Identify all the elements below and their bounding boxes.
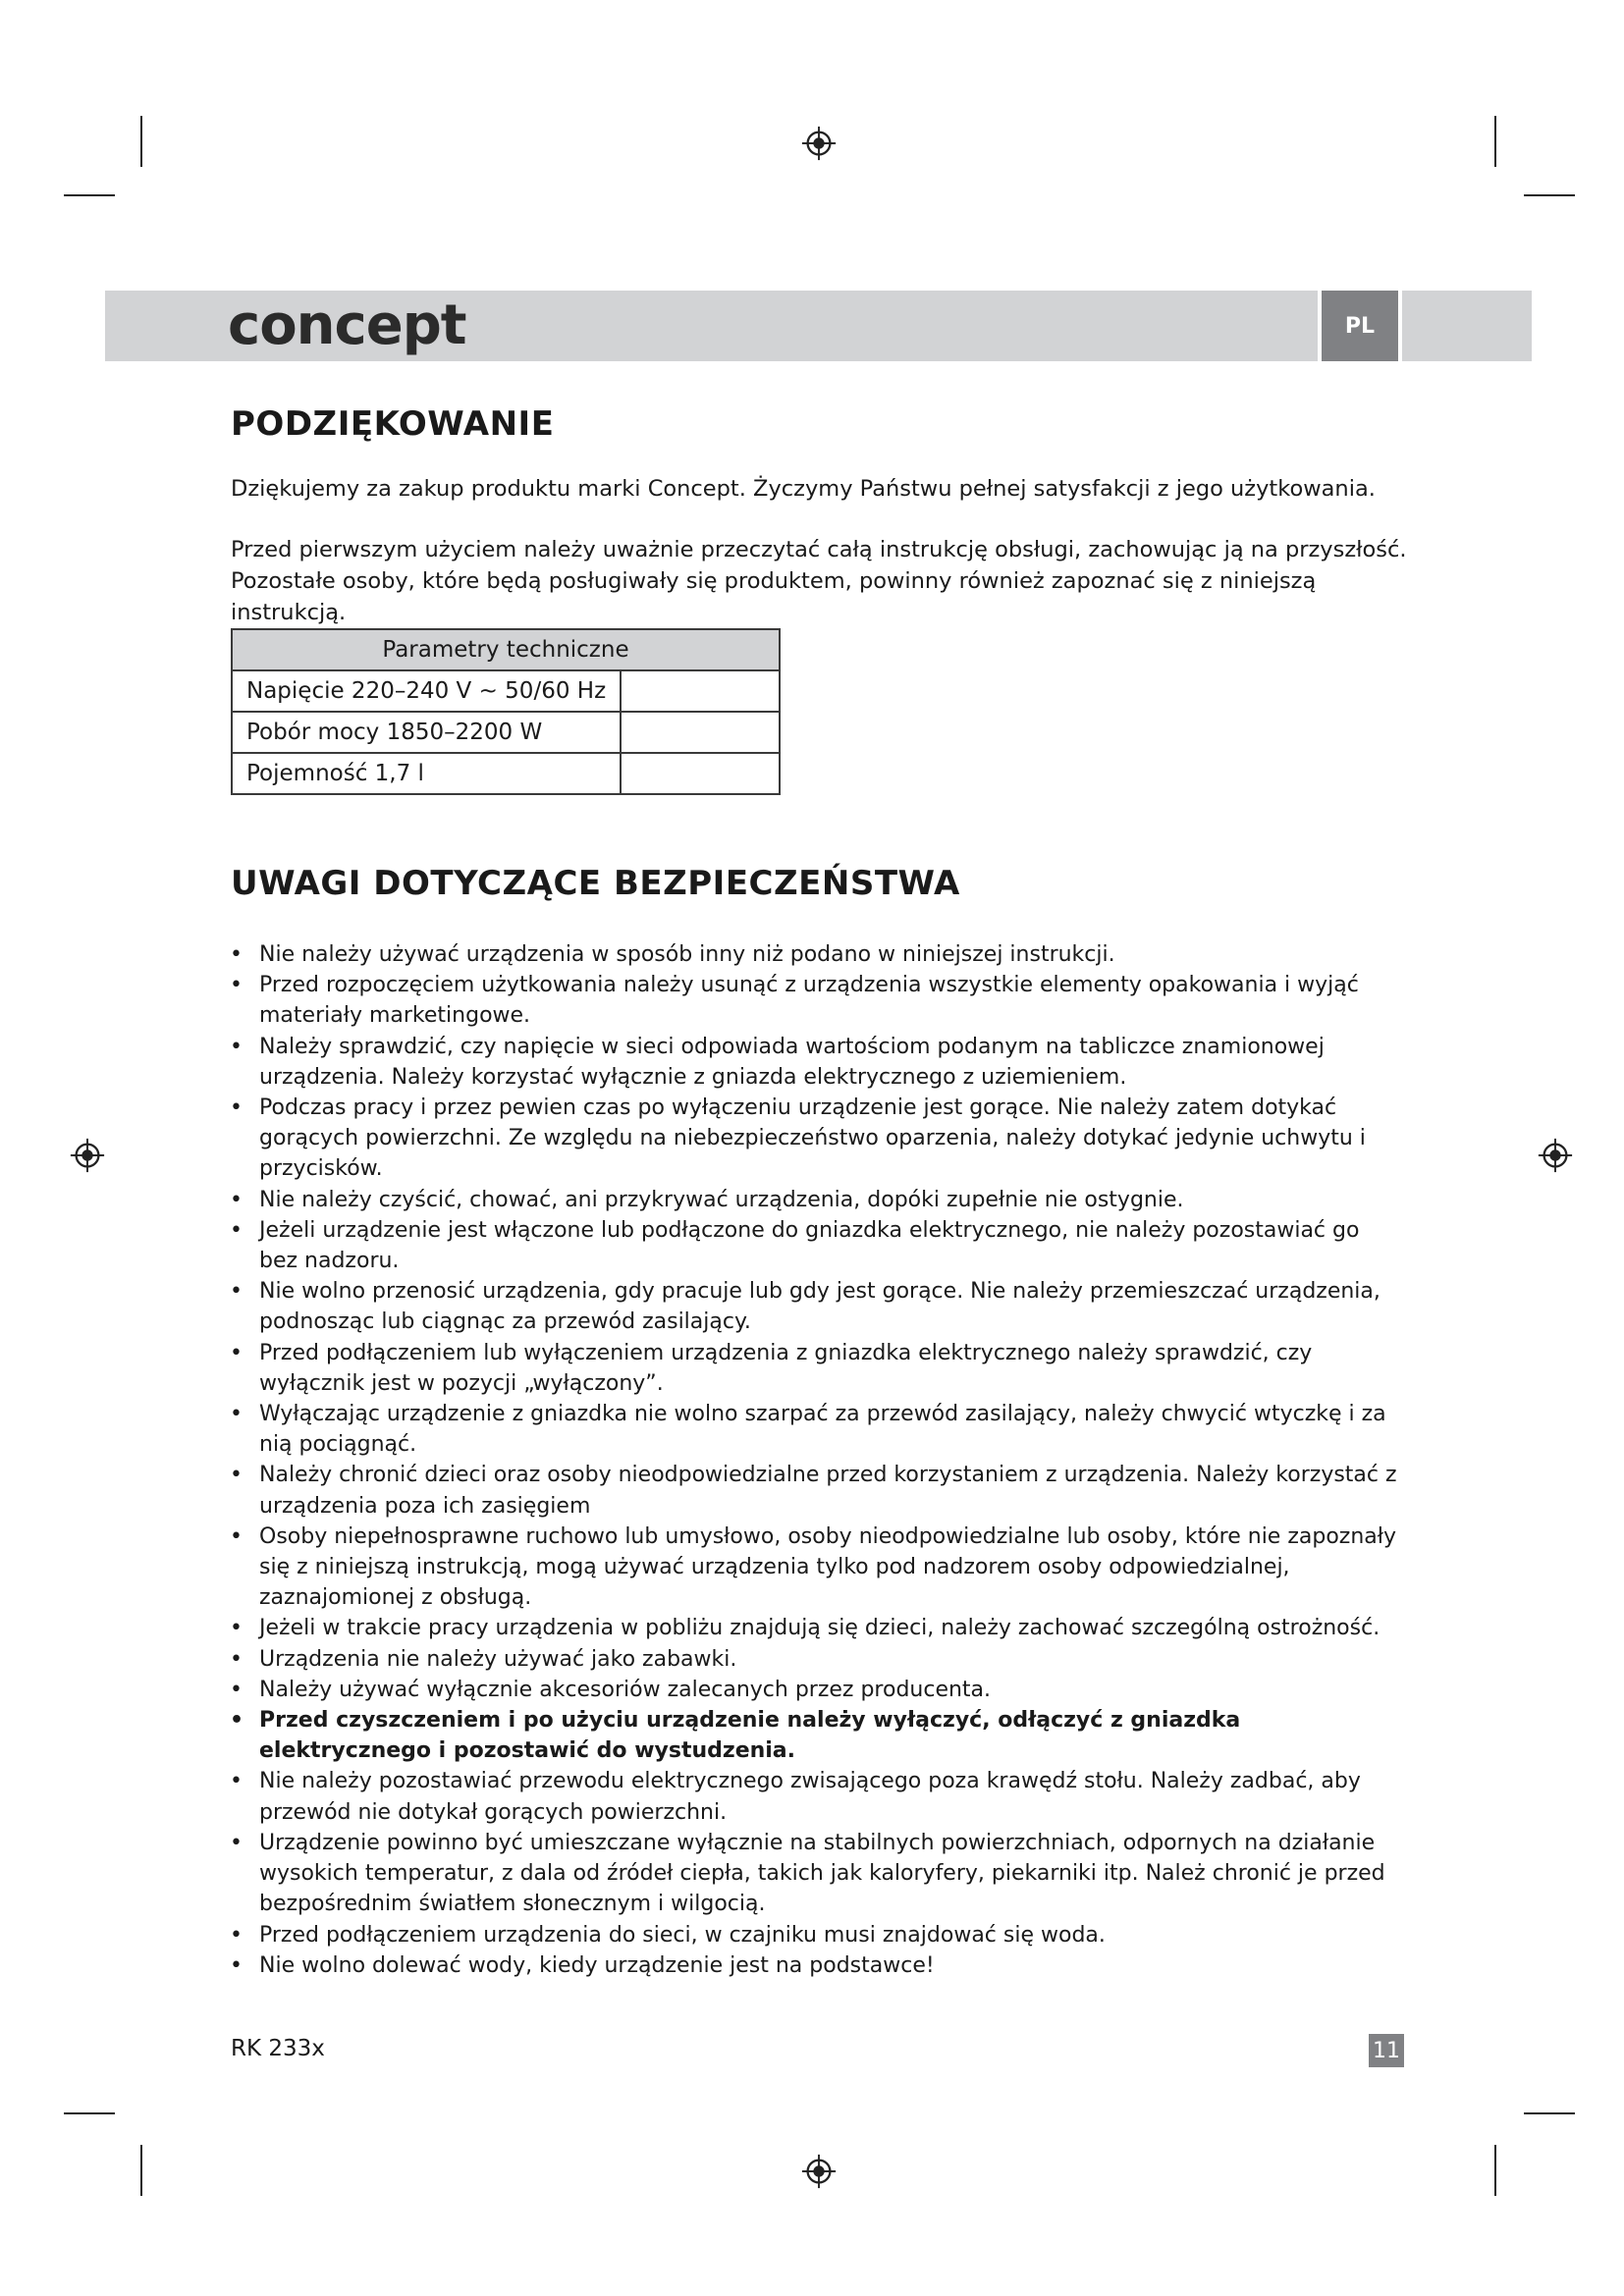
safety-item: • Urządzenie powinno być umieszczane wyłącznie na stabilnych powierzchniach, odpornych na działanie wysokich temperatur, z dala od źródeł ciepła, takich jak kaloryfery, piekarniki itp. Należ chronić je przed bezpośrednim światłem słonecznym i wilgocią.	[226, 1828, 1404, 1920]
safety-item: • Nie wolno przenosić urządzenia, gdy pracuje lub gdy jest gorące. Nie należy przemieszczać urządzenia, podnosząc lub ciągnąc za przewód zasilający.	[226, 1276, 1404, 1337]
spec-table-header: Parametry techniczne	[232, 629, 780, 670]
crop-mark	[1524, 194, 1575, 196]
safety-item: • Nie wolno dolewać wody, kiedy urządzenie jest na podstawce!	[226, 1950, 1404, 1981]
table-cell	[621, 753, 780, 794]
safety-item: • Nie należy używać urządzenia w sposób inny niż podano w niniejszej instrukcji.	[226, 939, 1404, 970]
spec-voltage: Napięcie 220–240 V ~ 50/60 Hz	[232, 670, 621, 712]
thanks-title: PODZIĘKOWANIE	[231, 404, 555, 444]
spec-table	[231, 628, 781, 795]
spec-power: Pobór mocy 1850–2200 W	[232, 712, 621, 753]
crop-mark	[140, 116, 142, 167]
model-number: RK 233x	[231, 2036, 325, 2061]
crop-mark	[1524, 2112, 1575, 2114]
registration-mark-icon	[800, 125, 838, 162]
crop-mark	[1494, 2145, 1496, 2196]
safety-item: • Przed rozpoczęciem użytkowania należy usunąć z urządzenia wszystkie elementy opakowania i wyjąć materiały marketingowe.	[226, 970, 1404, 1031]
crop-mark	[140, 2145, 142, 2196]
safety-title: UWAGI DOTYCZĄCE BEZPIECZEŃSTWA	[231, 864, 960, 903]
safety-item: • Urządzenia nie należy używać jako zabawki.	[226, 1644, 1404, 1675]
safety-item: • Jeżeli w trakcie pracy urządzenia w pobliżu znajdują się dzieci, należy zachować szczególną ostrożność.	[226, 1613, 1404, 1643]
safety-item: • Podczas pracy i przez pewien czas po wyłączeniu urządzenie jest gorące. Nie należy zatem dotykać gorących powierzchni. Ze względu na niebezpieczeństwo oparzenia, należy dotykać jedynie uchwytu i przycisków.	[226, 1093, 1404, 1185]
language-label: PL	[1344, 313, 1376, 339]
safety-item: • Należy sprawdzić, czy napięcie w sieci odpowiada wartościom podanym na tabliczce znamionowej urządzenia. Należy korzystać wyłącznie z gniazda elektrycznego z uziemieniem.	[226, 1032, 1404, 1093]
page-number: 11	[1369, 2034, 1404, 2067]
crop-mark	[64, 2112, 115, 2114]
crop-mark	[64, 194, 115, 196]
table-cell	[621, 712, 780, 753]
header-band-tail	[1402, 291, 1532, 361]
safety-item: • Nie należy czyścić, chować, ani przykrywać urządzenia, dopóki zupełnie nie ostygnie.	[226, 1185, 1404, 1215]
spec-capacity: Pojemność 1,7 l	[232, 753, 621, 794]
safety-item: • Wyłączając urządzenie z gniazdka nie wolno szarpać za przewód zasilający, należy chwycić wtyczkę i za nią pociągnąć.	[226, 1399, 1404, 1460]
safety-item: • Nie należy pozostawiać przewodu elektrycznego zwisającego poza krawędź stołu. Należy zadbać, aby przewód nie dotykał gorących powierzchni.	[226, 1766, 1404, 1827]
safety-item: • Przed podłączeniem lub wyłączeniem urządzenia z gniazdka elektrycznego należy sprawdzić, czy wyłącznik jest w pozycji „wyłączony”.	[226, 1338, 1404, 1399]
safety-item-emphasis: • Przed czyszczeniem i po użyciu urządzenie należy wyłączyć, odłączyć z gniazdka elektrycznego i pozostawić do wystudzenia.	[226, 1705, 1404, 1766]
registration-mark-icon	[800, 2153, 838, 2190]
safety-item: • Jeżeli urządzenie jest włączone lub podłączone do gniazdka elektrycznego, nie należy pozostawiać go bez nadzoru.	[226, 1215, 1404, 1276]
safety-list	[226, 939, 1404, 1981]
registration-mark-icon	[1537, 1137, 1574, 1174]
instruction-paragraph-line: Pozostałe osoby, które będą posługiwały się produktem, powinny również zapoznać się z niniejszą instrukcją.	[231, 568, 1317, 625]
safety-item: • Należy chronić dzieci oraz osoby nieodpowiedzialne przed korzystaniem z urządzenia. Należy korzystać z urządzenia poza ich zasięgiem	[226, 1460, 1404, 1521]
crop-mark	[1494, 116, 1496, 167]
table-cell	[621, 670, 780, 712]
safety-item: • Osoby niepełnosprawne ruchowo lub umysłowo, osoby nieodpowiedzialne lub osoby, które nie zapoznały się z niniejszą instrukcją, mogą używać urządzenia tylko pod nadzorem osoby odpowiedzialnej, zaznajomionej z obsługą.	[226, 1522, 1404, 1614]
brand-logo: concept	[228, 294, 466, 357]
thanks-paragraph: Dziękujemy za zakup produktu marki Concept. Życzymy Państwu pełnej satysfakcji z jego użytkowania.	[231, 476, 1376, 502]
safety-item: • Przed podłączeniem urządzenia do sieci, w czajniku musi znajdować się woda.	[226, 1920, 1404, 1950]
instruction-paragraph-line: Przed pierwszym użyciem należy uważnie przeczytać całą instrukcję obsługi, zachowując ją na przyszłość.	[231, 537, 1407, 562]
safety-item: • Należy używać wyłącznie akcesoriów zalecanych przez producenta.	[226, 1675, 1404, 1705]
registration-mark-icon	[69, 1137, 106, 1174]
